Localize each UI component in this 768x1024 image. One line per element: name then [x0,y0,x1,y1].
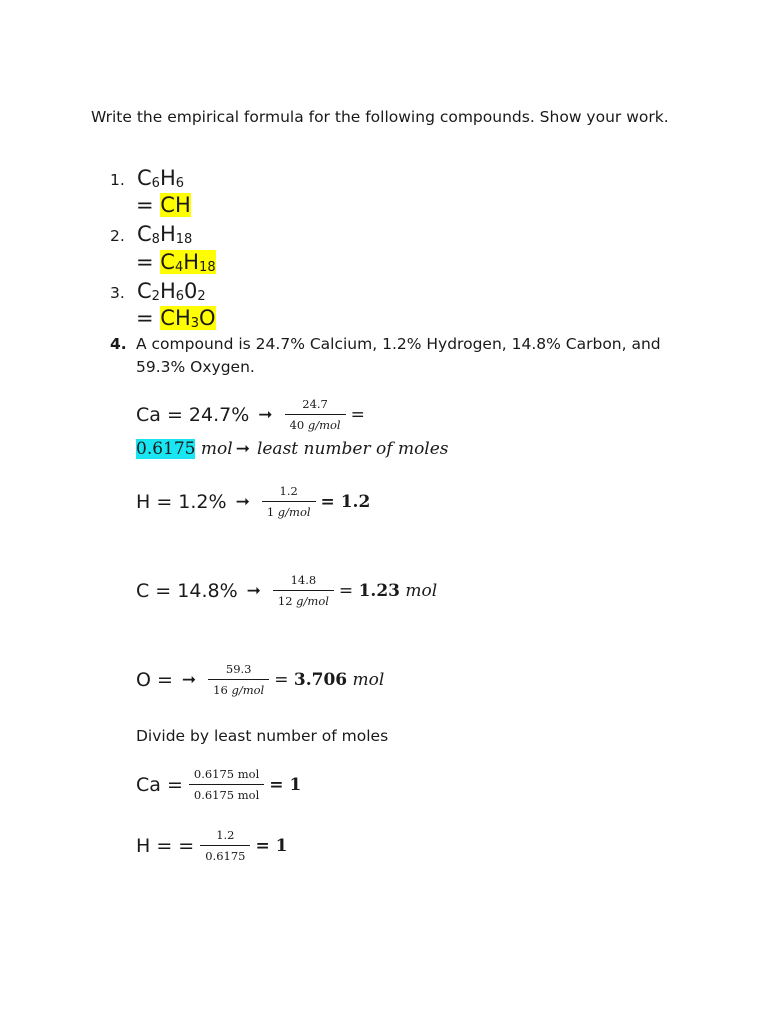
question-text: A compound is 24.7% Calcium, 1.2% Hydrogen, 14.8% Carbon, and 59.3% Oxygen. [136,335,661,376]
hydrogen-ratio-row [136,828,287,863]
result: = 1.2 [320,491,371,512]
item-1-answer [136,193,191,217]
arrow-icon: ➞ [181,669,197,690]
unit: mol [200,439,233,459]
element-label: Ca = [136,773,183,796]
item-number: 1. [110,171,125,189]
element-label: O = [136,668,173,691]
equals-sign: = [136,306,154,330]
empirical-formula-answer: CH [160,193,191,217]
least-moles-note: least number of moles [256,439,449,459]
result: = 3.706 mol [274,669,385,690]
fraction [200,828,250,863]
calcium-moles-value: 0.6175 [136,439,196,459]
denominator: 40 g/mol [289,418,341,432]
item-number: 3. [110,284,125,302]
equals-sign: = [136,250,154,274]
arrow-icon: ➞ [235,439,250,459]
numerator: 1.2 [279,484,298,498]
divide-instruction: Divide by least number of moles [136,727,389,745]
numerator: 14.8 [290,573,317,587]
fraction [189,767,264,802]
result: = 1.23 mol [338,580,438,601]
element-label: Ca = 24.7% [136,403,250,426]
equals-sign: = [136,193,154,217]
compound-formula: $C_2H_60_2$ [137,279,206,304]
denominator: 12 g/mol [277,594,329,608]
item-2-answer [136,250,216,274]
calcium-moles-row [136,439,449,459]
item-3 [110,279,206,303]
empirical-formula-answer: $CH_3O$ [160,306,216,331]
denominator: 0.6175 [205,849,246,863]
carbon-calc-row [136,573,437,608]
result: = 1 [255,835,288,856]
numerator: 1.2 [216,828,235,842]
element-label: H = = [136,834,195,857]
empirical-formula-answer: $C_4H_{18}$ [160,250,216,275]
item-3-answer [136,306,216,330]
compound-formula: $C_6H_6$ [137,166,185,191]
denominator: 16 g/mol [213,683,265,697]
element-label: H = 1.2% [136,490,227,513]
arrow-icon: ➞ [246,580,261,601]
item-1 [110,166,184,190]
denominator: 0.6175 mol [193,788,260,802]
result: = 1 [269,774,302,795]
compound-formula: $C_8H_{18}$ [137,222,193,247]
denominator: 1 g/mol [266,505,311,519]
hydrogen-calc-row [136,484,370,519]
instructions: Write the empirical formula for the following compounds. Show your work. [91,108,669,126]
fraction [262,484,316,519]
calcium-calc-row [136,397,365,432]
item-number: 4. [110,335,127,353]
oxygen-calc-row [136,662,384,697]
fraction [273,573,334,608]
item-number: 2. [110,227,125,245]
fraction [208,662,269,697]
arrow-icon: ➞ [258,404,273,425]
element-label: C = 14.8% [136,579,238,602]
calcium-ratio-row [136,767,301,802]
question-4 [110,333,670,379]
numerator: 59.3 [225,662,252,676]
equals-sign: = [350,404,365,425]
fraction [285,397,346,432]
arrow-icon: ➞ [235,491,250,512]
item-2 [110,222,192,246]
numerator: 24.7 [302,397,328,411]
numerator: 0.6175 mol [193,767,260,781]
